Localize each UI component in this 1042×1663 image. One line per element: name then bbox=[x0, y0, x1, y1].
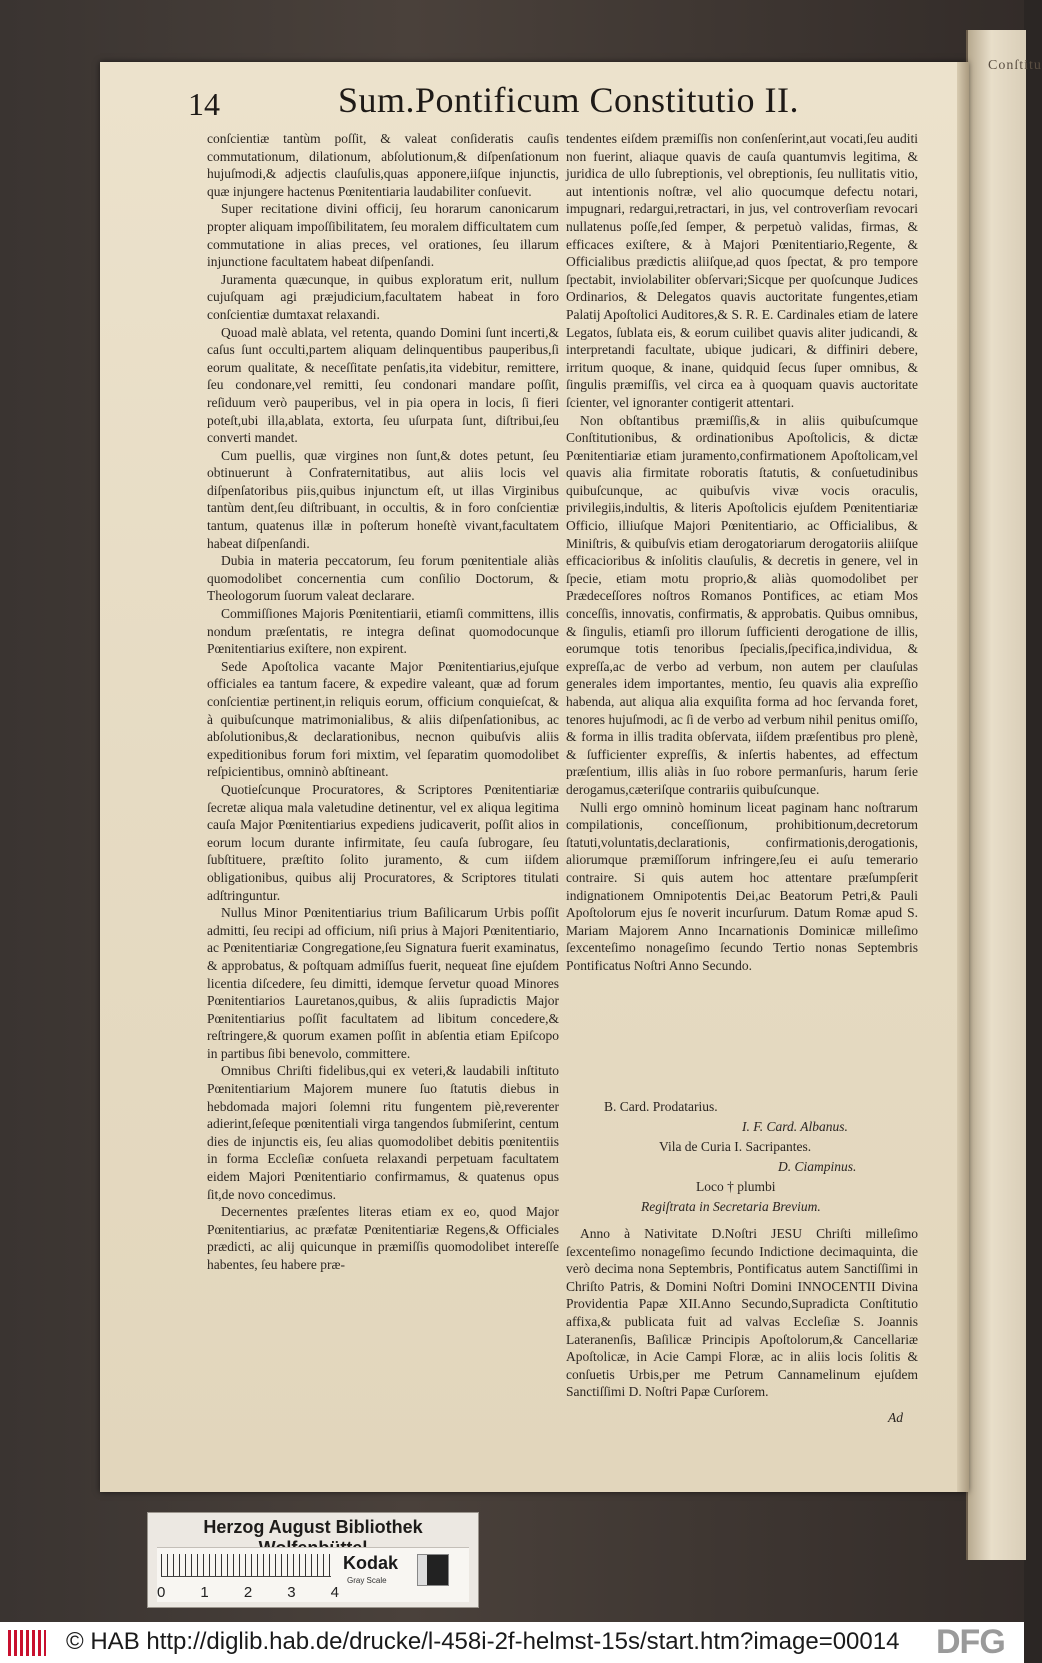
paragraph: Quoad malè ablata, vel retenta, quando Domini ſunt incerti,& caſus ſunt occulti,partem aliquam delinquentibus pauperibus,ſi eorum qualitate, & neceſſitate penſatis,ita videbitur, remittere, ſeu condonare,vel remitti, ſeu condonari mandare poſſit, reſiduum verò pauperibus, vel in pia opera in locis, ſi fieri poteſt,ubi illa,ablata, extorta, ſeu uſurpata ſunt, diſtribui,ſeu converti mandet. bbox=[207, 324, 559, 446]
dfg-logo: DFG bbox=[936, 1623, 1005, 1661]
paragraph: Sede Apoſtolica vacante Major Pœnitentiarius,ejuſque officiales ea tantum facere, & expedire valeant, quæ ad forum conſcientiæ pertinent,in reliquis eorum, officium conquieſcat, & à quibuſcunque matrimonialibus, & aliis diſpenſationibus, ac abſolutionibus,& declarationibus, necnon quibuſvis aliis expeditionibus forum fori mixtim, vel ſeparatim quomodolibet reſpicientibus, omninò abſtineant. bbox=[207, 658, 559, 780]
signature-sacripantes: Vila de Curia I. Sacripantes. bbox=[659, 1139, 812, 1154]
library-name: Herzog August Bibliothek bbox=[203, 1517, 423, 1537]
paragraph: Dubia in materia peccatorum, ſeu forum pœnitentiale aliàs quomodolibet concernentia cum conſilio Doctorum, & Theologorum ſuorum valeat declarare. bbox=[207, 553, 559, 604]
ruler-icon bbox=[161, 1554, 331, 1577]
paragraph: conſcientiæ tantùm poſſit, & valeat conſideratis cauſis commutationum, dilationum, abſolutionum,& diſpenſationum hujuſmodi,& adjectis clauſulis,quas apponere,iiſque injunctis, quæ injungere hactenus Pœnitentiaria laudabiliter conſuevit. bbox=[207, 131, 559, 199]
running-title: Sum.Pontificum Constitutio II. bbox=[338, 80, 800, 120]
paragraph: Omnibus Chriſti fidelibus,qui ex veteri,& laudabili inſtituto Pœnitentiarium Majorem munere ſuo ſtatutis diebus in hebdomada majori ſolemni ritu fungentem piè,reverenter adierint,ſeſeque pœnitentiali virga tangendos ſubmiſerint, centum dies de injunctis eis, ſeu alias quomodolibet debitis pœnitentiis in forma Eccleſiæ conſueta relaxandi perpetuam facultatem eidem Majori Pœnitentiario confirmamus, & quatenus opus ſit,de novo concedimus. bbox=[207, 1063, 559, 1202]
signature-ciampinus: D. Ciampinus. bbox=[778, 1159, 857, 1174]
ruler-labels bbox=[157, 1584, 339, 1601]
ruler-mark: 4 bbox=[330, 1584, 339, 1601]
gray-scale-card bbox=[157, 1547, 469, 1602]
paragraph: Anno à Nativitate D.Noſtri JESU Chriſti milleſimo ſexcenteſimo nonageſimo ſecundo Indictione decimaquinta, die verò decima nona Septembris, Pontificatus autem Sanctiſſimi in Chriſto Patris, & Domini Noſtri Domini INNOCENTII Divina Providentia Papæ XII.Anno Secundo,Supradicta Conſtitutio affixa,& publicata fuit ad valvas Eccleſiæ S. Joannis Lateranenſis, Baſilicæ Principis Apoſtolorum,& Cancellariæ Apoſtolicæ, in Acie Campi Floræ, ac in aliis locis ſolitis & conſuetis Urbis,per me Petrum Cannamelinum ejuſdem Sanctiſſimi D. Noſtri Papæ Curſorem. bbox=[566, 1226, 918, 1400]
hab-logo-icon bbox=[8, 1630, 46, 1656]
ruler-mark: 1 bbox=[200, 1584, 209, 1601]
signature-prodatarius: B. Card. Prodatarius. bbox=[604, 1099, 718, 1114]
registration-note: Regiſtrata in Secretaria Brevium. bbox=[641, 1199, 821, 1214]
left-column bbox=[207, 130, 559, 1430]
paragraph: Super recitatione divini officij, ſeu horarum canonicarum propter aliquam impoſſibilitatem, ſeu moralem difficultatem cum commutatione in alias preces, vel orationes, ſeu illarum injunctione facultatem habeat diſpenſandi. bbox=[207, 201, 559, 270]
footer-bar bbox=[0, 1622, 1024, 1663]
ruler-mark: 0 bbox=[157, 1584, 166, 1601]
gray-scale-caption: Gray Scale bbox=[347, 1576, 387, 1585]
gray-patch-icon bbox=[417, 1554, 449, 1586]
archive-label bbox=[147, 1512, 479, 1608]
signature-block bbox=[566, 1098, 918, 1218]
paragraph: Nullus Minor Pœnitentiarius trium Baſilicarum Urbis poſſit admitti, ſeu recipi ad officium, niſi prius à Majori Pœnitentiario, ac Pœnitentiariæ Congregatione,ſeu Signatura fuerit examinatus, & approbatus, & poſtquam admiſſus fuerit, nequeat ſine ejuſdem licentia diſcedere, ſeu dimitti, idemque ſervetur quoad Minores Pœnitentiarios Lauretanos,quibus, & aliis ſupradictis Major Pœnitentiarius poſſit facultatem ad libitum concedere,& reſtringere,& quorum examen poſſit in abſentia etiam Epiſcopo in partibus ſibi benevolo, committere. bbox=[207, 905, 559, 1061]
page-edge-shadow bbox=[957, 62, 969, 1492]
publication-record bbox=[566, 1225, 918, 1401]
seal-mark: Loco † plumbi bbox=[696, 1179, 776, 1194]
paragraph: Cum puellis, quæ virgines non ſunt,& dotes petunt, ſeu obtinuerunt à Confraternitatibus, aut aliis locis vel diſpenſatoribus piis,quibus injunctum eſt, ut illas Virginibus tantùm dent,ſeu diſtribuant, in occultis, & in foro conſcientiæ tantum, quatenus illæ in poſterum honeſtè vivant,facultatem habeat diſpenſandi. bbox=[207, 447, 559, 551]
paragraph: tendentes eiſdem præmiſſis non conſenſerint,aut vocati,ſeu auditi non fuerint, aliaque quavis de cauſa quantumvis legitima, & juridica de ullo ſubreptionis, vel obreptionis, ſeu nullitatis vitio, aut intentionis noſtræ, vel alio quocumque defectu notari, impugnari, redargui,retractari, in jus, vel controverſiam revocari nullatenus poſſe,ſed ſemper, & perpetuò validas, firmas, & efficaces exiſtere, & à Majori Pœnitentiario,Regente, & Officialibus prædictis aliiſque,ad quos ſpectat, & pro tempore ſpectabit, inviolabiliter obſervari;Sicque per quoſcunque Judices Ordinarios, & Delegatos quavis auctoritate fungentes,etiam Palatij Apoſtolici Auditores,& S. R. E. Cardinales etiam de latere Legatos, ſublata eis, & eorum cuilibet quavis aliter judicandi, & interpretandi facultate, ubique judicari, & diffiniri debere, irritum quoque, & inane, quidquid ſecus ſuper omnibus, & ſingulis præmiſſis, vel circa ea à quoquam quavis auctoritate ſcienter, vel ignoranter contigerit attentari. bbox=[566, 131, 918, 410]
paragraph: Juramenta quæcunque, in quibus exploratum erit, nullum cujuſquam agi præjudicium,facultatem habeat in foro conſcientiæ dumtaxat relaxandi. bbox=[207, 271, 559, 322]
paragraph: Non obſtantibus præmiſſis,& in aliis quibuſcumque Conſtitutionibus, & ordinationibus Apoſtolicis, & dictæ Pœnitentiariæ etiam juramento,confirmationem Apoſtolicam,vel quavis alia firmitate roboratis ſtatutis, & conſuetudinibus quibuſcunque, ac quibuſvis vivæ vocis oraculis, privilegiis,indultis, & literis Apoſtolicis ejuſdem Pœnitentiariæ Officio, illiuſque Majori Pœnitentiario, ac Officialibus, & Miniſtris, & quibuſvis etiam derogatoriarum derogatoriis aliiſque efficacioribus & inſolitis clauſulis, & decretis in genere, vel in ſpecie, etiam motu proprio,& aliàs quomodolibet per Prædeceſſores noſtros Romanos Pontifices, ac etiam Mos conceſſis, innovatis, confirmatis, & approbatis. Quibus omnibus, & ſingulis, etiamſi pro illorum ſufficienti derogatione de illis, eorumque totis tenoribus ſpecialis,ſpecifica,individua, & expreſſa,ac de verbo ad verbum, non autem per clauſulas generales idem importantes, mentio, ſeu quavis alia expreſſio habenda, aut aliqua alia exquiſita forma ad hoc ſervanda foret, tenores hujuſmodi, ac ſi de verbo ad verbum nihil penitus omiſſo, & forma in illis tradita obſervata, iiſdem præſentibus pro plenè, & ſufficienter expreſſis, & inſertis habentes, ad effectum præſentium, illis aliàs in ſuo robore permanſuris, harum ſerie derogamus,cæteriſque contrariis quibuſcunque. bbox=[566, 412, 918, 797]
catchword: Ad bbox=[888, 1410, 903, 1425]
paragraph: Commiſſiones Majoris Pœnitentiarii, etiamſi committens, illis nondum præſentatis, re integra deſinat quomodocunque Pœnitentiarius exiſtere, non expirent. bbox=[207, 606, 559, 657]
paragraph: Decernentes præſentes literas etiam ex eo, quod Major Pœnitentiarius, ac præfatæ Pœnitentiariæ Regens,& Officiales prædicti, ac alij quicunque in præmiſſis quomodolibet intereſſe habentes, ſeu habere præ- bbox=[207, 1204, 559, 1272]
paragraph: Nulli ergo omninò hominum liceat paginam hanc noſtrarum compilationis, conceſſionum, prohibitionum,decretorum ſtatuti,voluntatis,declarationis, confirmationis,derogationis, aliorumque præmiſſorum infringere,ſeu ei auſu temerario contraire. Si quis autem hoc attentare præſumpſerit indignationem Omnipotentis Dei,ac Beatorum Petri,& Pauli Apoſtolorum ejus ſe noverit incurſurum. Datum Romæ apud S. Mariam Majorem Anno Incarnationis Dominicæ milleſimo ſexcenteſimo nonageſimo ſecundo Tertio nonas Septembris Pontificatus Noſtri Anno Secundo. bbox=[566, 799, 918, 973]
page-number: 14 bbox=[188, 86, 220, 122]
kodak-logo: Kodak bbox=[343, 1553, 399, 1573]
facing-page-fragment: Conſtitu bbox=[988, 58, 1042, 73]
ruler-mark: 3 bbox=[287, 1584, 296, 1601]
paragraph: Quotieſcunque Procuratores, & Scriptores Pœnitentiariæ ſecretæ aliqua mala valetudine detinentur, vel ex aliqua legitima cauſa Major Pœnitentiarius expediens judicaverit, poſſit alios in eorum locum durante infirmitate, ſeu cauſa ſubrogare, ſeu ſubſtituere, præſtito ſolito juramento, & cum iiſdem obligationibus, quibus alij Procuratores, & Scriptores titulati adſtringuntur. bbox=[207, 781, 559, 903]
copyright-url[interactable]: © HAB http://diglib.hab.de/drucke/l-458i-2f-helmst-15s/start.htm?image=00014 bbox=[66, 1628, 900, 1655]
ruler-mark: 2 bbox=[243, 1584, 253, 1601]
signature-albani: I. F. Card. Albanus. bbox=[742, 1119, 848, 1134]
facing-page-edge bbox=[966, 30, 1042, 1560]
